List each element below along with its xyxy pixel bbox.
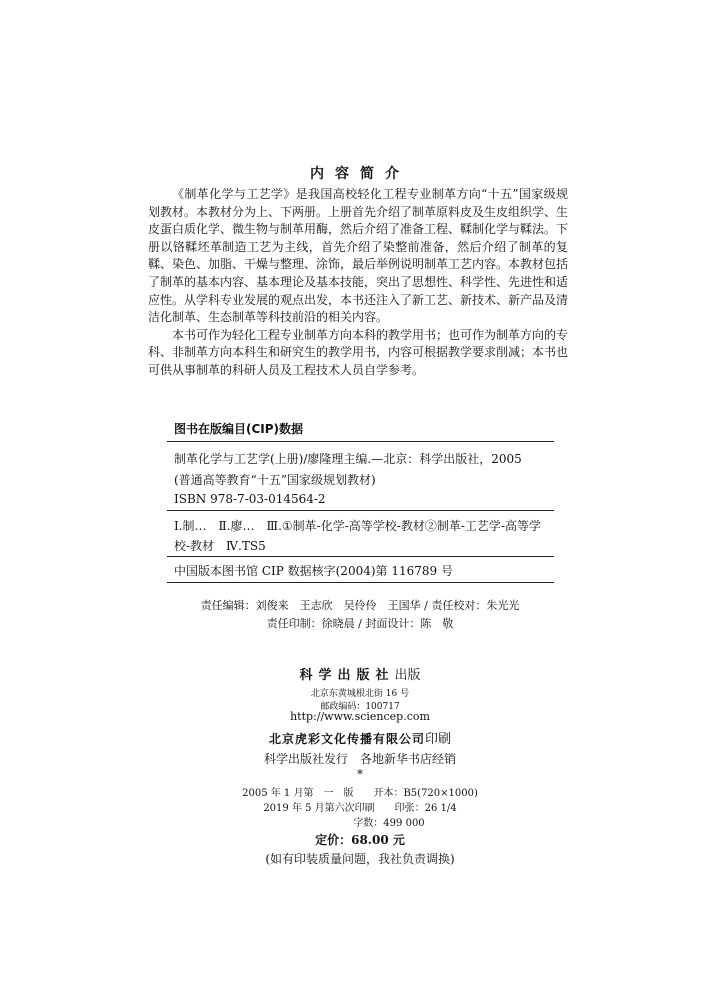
publisher-name: 科学出版社 [299,668,395,683]
publisher-url: http://www.sciencep.com [290,710,430,723]
cip-bottom-rule [167,582,554,583]
distribution-line: 科学出版社发行 各地新华书店经销 [263,752,456,766]
credits-line-2: 责任印制：徐晓晨 / 封面设计：陈 敬 [266,617,454,630]
edition-line-1: 2005 年 1 月第 一 版 开本：B5(720×1000) [242,788,478,799]
printer-line [0,728,720,747]
cip-middle-rule [167,510,554,511]
publisher-address: 北京东黄城根北街 16 号 [310,689,410,699]
summary-paragraph-2: 本书可作为轻化工程专业制革方向本科的教学用书；也可作为制革方向的专科、非制革方向本科生和研究生的教学用书，内容可根据教学要求削减；本书也可供从事制革的科研人员及工程技术人员自学参考。 [148,327,569,377]
summary-text [148,186,568,380]
cip-number: 中国版本图书馆 CIP 数据核字(2004)第 116789 号 [174,564,453,578]
summary-title: 内容简介 [310,166,410,182]
publisher-suffix: 出版 [394,668,421,683]
quality-notice: (如有印装质量问题，我社负责调换) [265,852,455,866]
printer-name: 北京虎彩文化传播有限公司 [268,732,425,746]
cip-entry-line-1: 制革化学与工艺学(上册)/廖隆理主编.—北京：科学出版社，2005 [174,452,522,466]
publisher-postcode: 邮政编码：100717 [320,702,400,712]
credits-line-1: 责任编辑：刘俊来 王志欣 吴伶伶 王国华 / 责任校对：朱光光 [200,599,520,612]
cip-lower-rule [167,556,554,557]
cip-heading: 图书在版编目(CIP)数据 [174,422,304,436]
separator-asterisk: * [357,767,363,781]
cip-subjects: Ⅰ.制… Ⅱ.廖… Ⅲ.①制革-化学-高等学校-教材②制革-工艺学-高等学校-教材 Ⅳ.TS5 [174,519,541,553]
cip-entry-line-2: (普通高等教育“十五”国家级规划教材) [174,473,376,487]
summary-paragraph-1: 《制革化学与工艺学》是我国高校轻化工程专业制革方向“十五”国家级规划教材。本教材分为上、下两册。上册首先介绍了制革原料皮及生皮组织学、生皮蛋白质化学、微生物与制革用酶，然后介绍了准备工程、鞣制化学与鞣法。下册以铬鞣坯革制造工艺为主线，首先介绍了染整前准备，然后介绍了制革的复鞣、染色、加脂、干燥与整理、涂饰，最后举例说明制革工艺内容。本教材包括了制革的基本内容、基本理论及基本技能，突出了思想性、科学性、先进性和适应性。从学科专业发展的观点出发，本书还注入了新工艺、新技术、新产品及清洁化制革、生态制革等科技前沿的相关内容。 [148,187,569,325]
edition-line-3: 字数：499 000 [353,818,425,829]
printer-suffix: 印刷 [425,732,452,747]
price: 定价：68.00 元 [315,833,405,847]
cip-top-rule [167,441,554,442]
cip-isbn: ISBN 978-7-03-014564-2 [174,492,326,506]
publisher-line [0,664,720,683]
edition-line-2: 2019 年 5 月第六次印刷 印张：26 1/4 [263,803,457,814]
